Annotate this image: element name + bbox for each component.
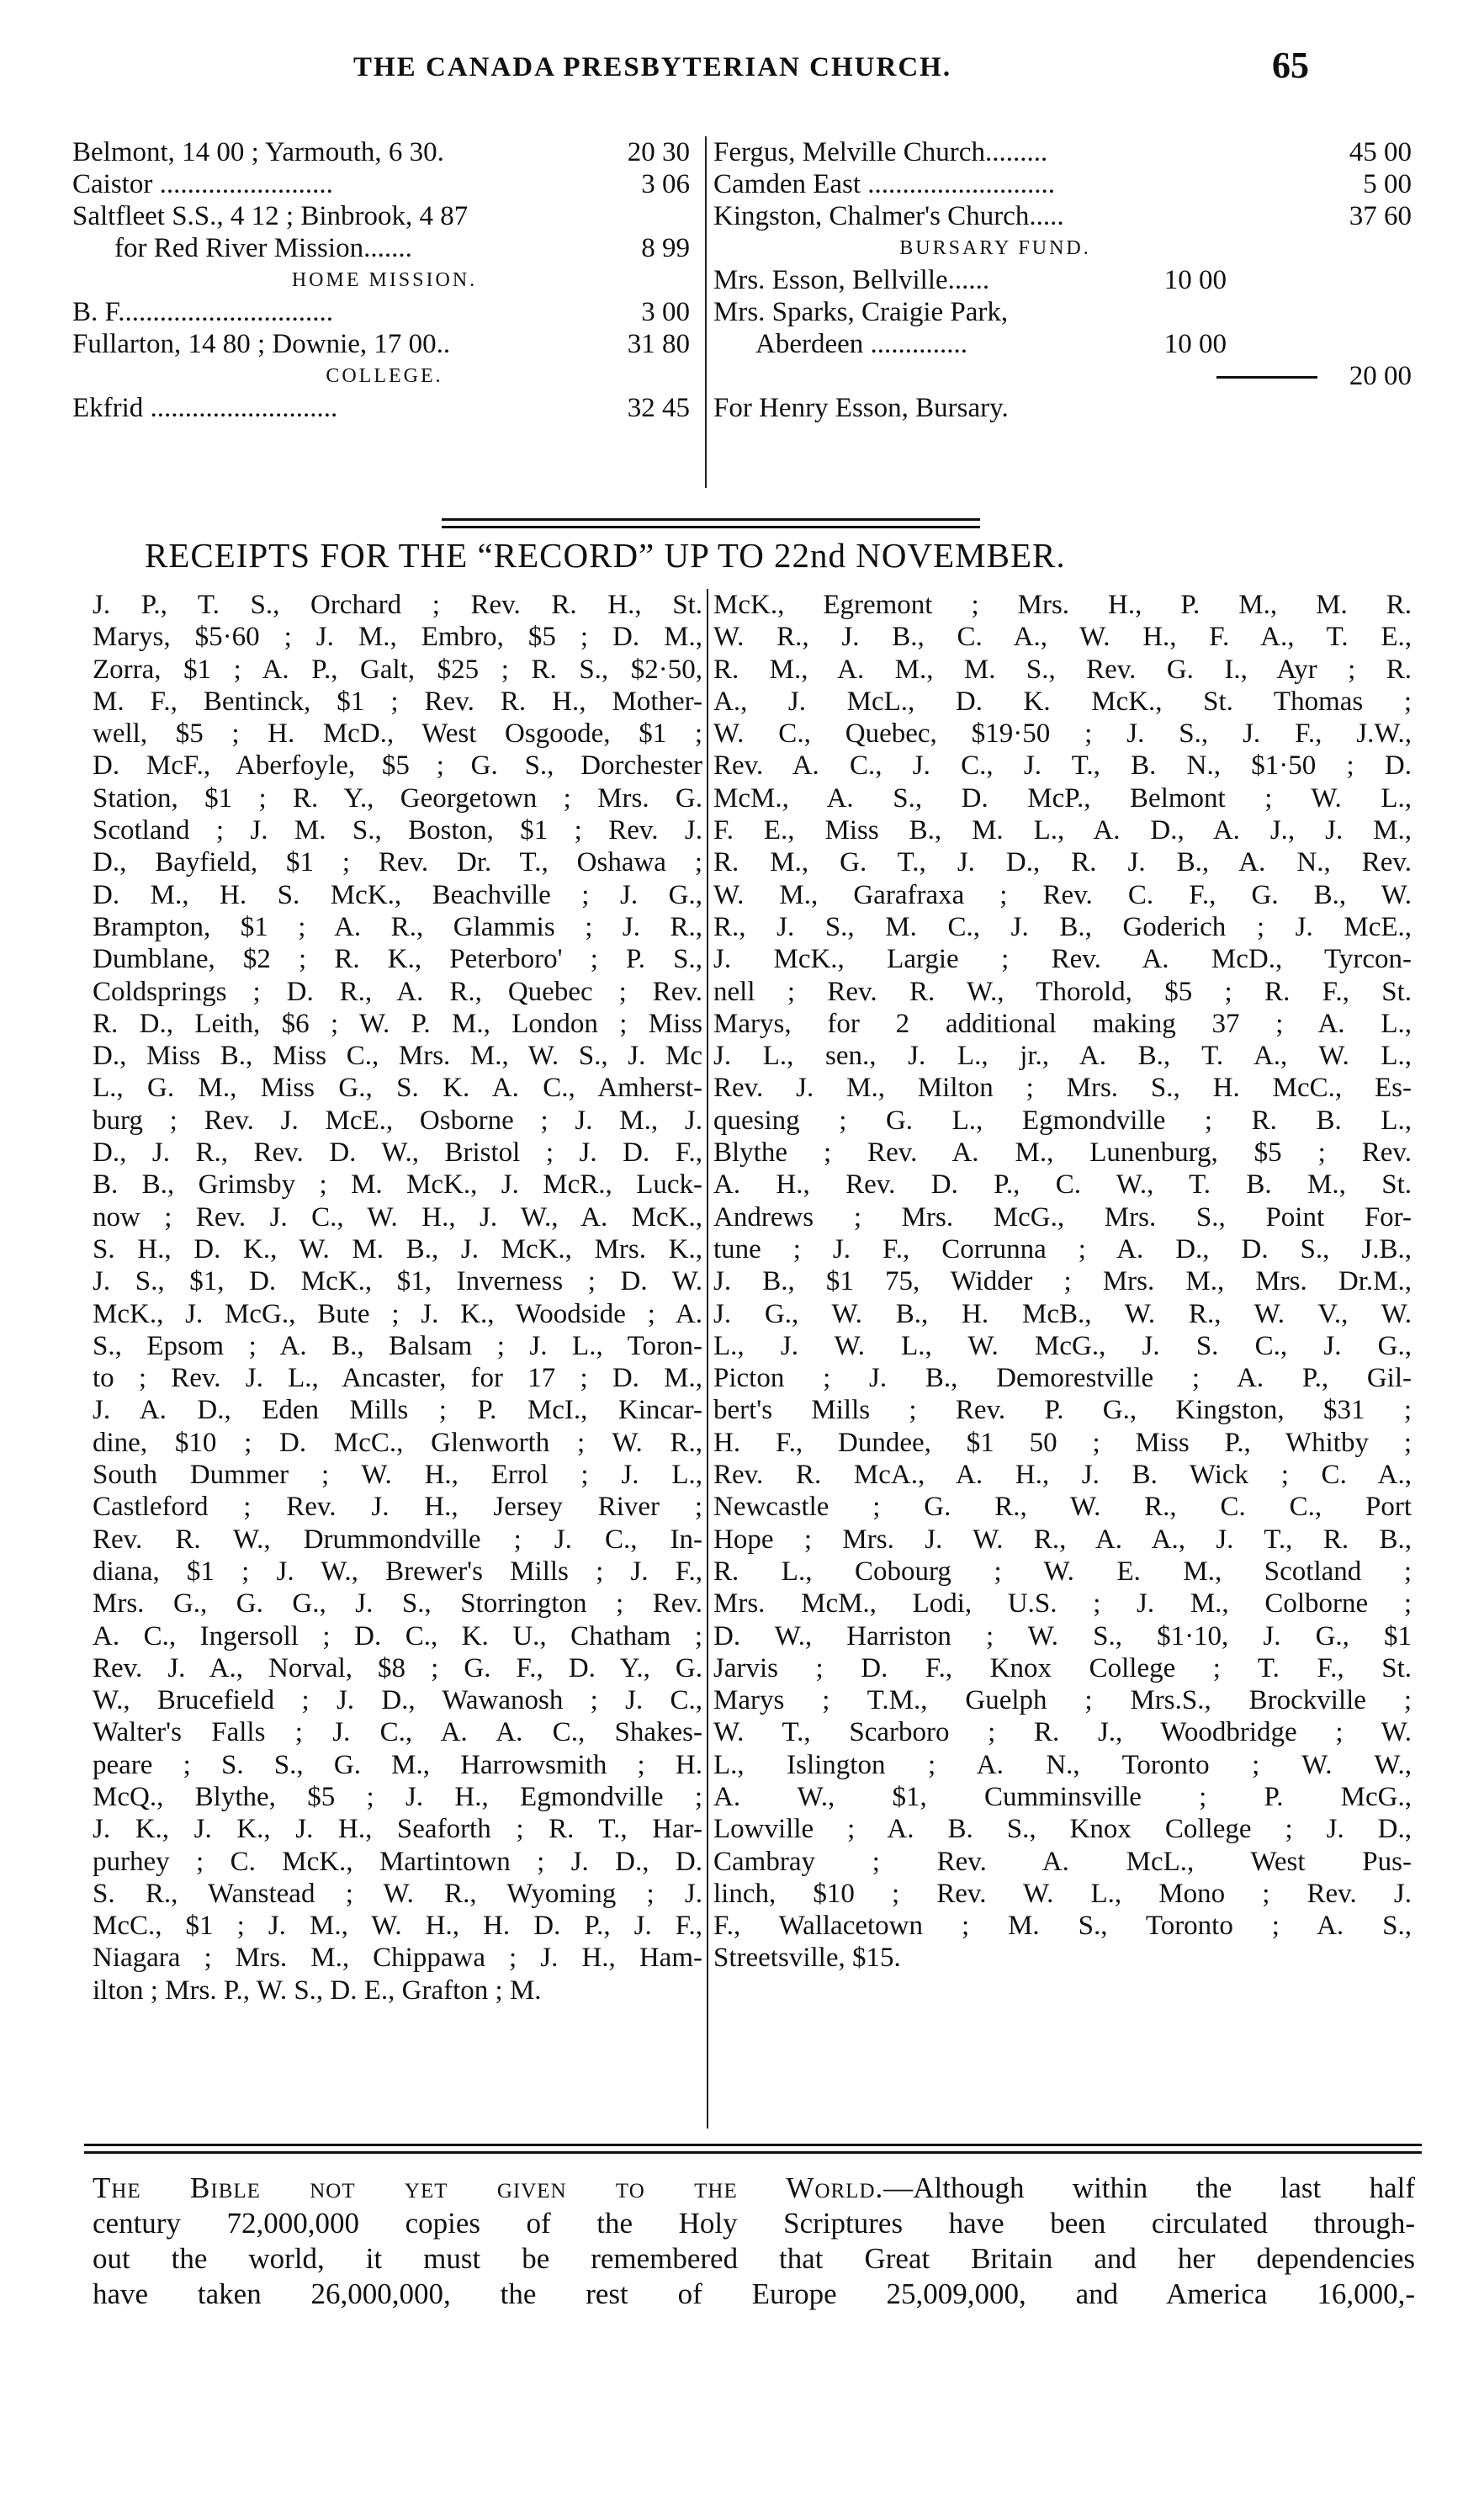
receipt-line: Castleford ; Rev. J. H., Jersey River ; <box>93 1492 702 1523</box>
receipt-line: Marys, $5·60 ; J. M., Embro, $5 ; D. M., <box>93 622 702 653</box>
column-divider <box>705 136 707 488</box>
receipt-line: Cambray ; Rev. A. McL., West Pus- <box>713 1846 1412 1877</box>
receipt-line: Andrews ; Mrs. McG., Mrs. S., Point For- <box>713 1201 1412 1233</box>
account-text: Mrs. Sparks, Craigie Park, <box>713 297 1009 327</box>
receipts-right-column <box>713 589 1412 1975</box>
bible-paragraph <box>93 2171 1415 2312</box>
section-heading-home-mission: HOME MISSION. <box>291 269 478 291</box>
account-text: Ekfrid ........................... <box>72 393 338 423</box>
account-text: Camden East ........................... <box>713 169 1056 199</box>
account-line <box>713 136 1412 168</box>
account-amount: 3 00 <box>641 297 690 327</box>
receipt-line: Jarvis ; D. F., Knox College ; T. F., St. <box>713 1652 1412 1683</box>
account-line <box>713 200 1412 232</box>
receipt-line: purhey ; C. McK., Martintown ; J. D., D. <box>93 1846 702 1877</box>
account-line <box>713 168 1412 200</box>
accounts-right-column <box>713 136 1412 488</box>
receipt-line: well, $5 ; H. McD., West Osgoode, $1 ; <box>93 718 702 750</box>
receipt-line: Lowville ; A. B. S., Knox College ; J. D., <box>713 1814 1412 1845</box>
paragraph-heading: The Bible not yet given to the World. <box>93 2171 884 2204</box>
account-amount: 32 45 <box>627 393 690 423</box>
account-line <box>72 296 697 328</box>
paragraph-line <box>93 2171 1415 2206</box>
bottom-double-rule <box>84 2144 1422 2154</box>
receipt-line: Brampton, $1 ; A. R., Glammis ; J. R., <box>93 911 702 942</box>
receipt-line: Station, $1 ; R. Y., Georgetown ; Mrs. G. <box>93 782 702 814</box>
receipts-column-divider <box>707 589 708 2129</box>
page-number: 65 <box>1272 45 1309 86</box>
receipt-line: J. G., W. B., H. McB., W. R., W. V., W. <box>713 1298 1412 1329</box>
receipt-line: M. F., Bentinck, $1 ; Rev. R. H., Mother- <box>93 686 702 717</box>
account-line <box>713 264 1412 296</box>
receipt-line: R. M., G. T., J. D., R. J. B., A. N., Rev. <box>713 847 1412 878</box>
receipt-line: Streetsville, $15. <box>713 1943 901 1974</box>
receipt-line: J. B., $1 75, Widder ; Mrs. M., Mrs. Dr.M., <box>713 1266 1412 1297</box>
account-text: Caistor ......................... <box>72 169 333 199</box>
receipt-line: Coldsprings ; D. R., A. R., Quebec ; Rev. <box>93 976 702 1007</box>
account-amount: 45 00 <box>1349 137 1412 167</box>
sum-rule <box>1216 376 1317 379</box>
receipt-line: A. C., Ingersoll ; D. C., K. U., Chatham ; <box>93 1620 702 1651</box>
receipt-line: J. S., $1, D. McK., $1, Inverness ; D. W. <box>93 1266 702 1297</box>
accounts-left-column <box>72 136 697 488</box>
receipt-line: Niagara ; Mrs. M., Chippawa ; J. H., Ham- <box>93 1943 702 1974</box>
receipt-line: D., J. R., Rev. D. W., Bristol ; J. D. F., <box>93 1137 702 1169</box>
receipts-title: RECEIPTS FOR THE “RECORD” UP TO 22nd NOVEMBER. <box>145 536 1066 575</box>
receipt-line: Walter's Falls ; J. C., A. A. C., Shakes- <box>93 1717 702 1748</box>
account-text: Fergus, Melville Church......... <box>713 137 1048 167</box>
receipt-line: linch, $10 ; Rev. W. L., Mono ; Rev. J. <box>713 1878 1412 1909</box>
account-text: B. F............................... <box>72 297 333 327</box>
receipt-line: A. W., $1, Cumminsville ; P. McG., <box>713 1781 1412 1812</box>
receipt-line: L., J. W. L., W. McG., J. S. C., J. G., <box>713 1330 1412 1361</box>
receipt-line: D., Miss B., Miss C., Mrs. M., W. S., J. Mc <box>93 1041 702 1072</box>
account-text: Belmont, 14 00 ; Yarmouth, 6 30. <box>72 137 444 167</box>
running-head: THE CANADA PRESBYTERIAN CHURCH. <box>353 52 952 82</box>
receipt-line: South Dummer ; W. H., Errol ; J. L., <box>93 1460 702 1491</box>
receipt-line: R. D., Leith, $6 ; W. P. M., London ; Miss <box>93 1008 702 1039</box>
receipt-line: R. L., Cobourg ; W. E. M., Scotland ; <box>713 1556 1412 1587</box>
account-amount: 3 06 <box>641 169 690 199</box>
section-heading-bursary-fund: BURSARY FUND. <box>899 237 1091 259</box>
section-heading-college: COLLEGE. <box>326 365 443 387</box>
account-amount: 20 30 <box>627 137 690 167</box>
account-amount: 8 99 <box>641 233 690 263</box>
receipt-line: ilton ; Mrs. P., W. S., D. E., Grafton ; M. <box>93 1975 542 2006</box>
receipt-line: S., Epsom ; A. B., Balsam ; J. L., Toron- <box>93 1330 702 1361</box>
receipt-line: Zorra, $1 ; A. P., Galt, $25 ; R. S., $2·50, <box>93 654 702 685</box>
receipt-line: W. M., Garafraxa ; Rev. C. F., G. B., W. <box>713 879 1412 910</box>
account-text: Kingston, Chalmer's Church..... <box>713 201 1064 231</box>
receipt-line: W. C., Quebec, $19·50 ; J. S., J. F., J.W., <box>713 718 1412 750</box>
account-text: Fullarton, 14 80 ; Downie, 17 00.. <box>72 329 451 359</box>
receipt-line: J. K., J. K., J. H., Seaforth ; R. T., Har- <box>93 1814 702 1845</box>
account-line <box>72 232 697 264</box>
receipt-line: R., J. S., M. C., J. B., Goderich ; J. McE., <box>713 911 1412 942</box>
receipt-line: Scotland ; J. M. S., Boston, $1 ; Rev. J. <box>93 815 702 846</box>
account-text: Mrs. Esson, Bellville...... <box>713 265 990 295</box>
section-double-rule <box>442 518 980 528</box>
receipt-line: McK., Egremont ; Mrs. H., P. M., M. R. <box>713 590 1412 620</box>
receipt-line: Rev. J. A., Norval, $8 ; G. F., D. Y., G. <box>93 1652 702 1683</box>
receipt-line: J. P., T. S., Orchard ; Rev. R. H., St. <box>93 590 702 620</box>
receipt-line: Mrs. McM., Lodi, U.S. ; J. M., Colborne ; <box>713 1588 1412 1620</box>
receipt-line: L., G. M., Miss G., S. K. A. C., Amherst- <box>93 1073 702 1104</box>
account-line <box>713 328 1412 360</box>
account-text: For Henry Esson, Bursary. <box>713 393 1009 423</box>
receipt-line: McC., $1 ; J. M., W. H., H. D. P., J. F., <box>93 1911 702 1942</box>
account-line <box>72 328 697 360</box>
receipt-line: D. W., Harriston ; W. S., $1·10, J. G., $1 <box>713 1620 1412 1651</box>
receipt-line: peare ; S. S., G. M., Harrowsmith ; H. <box>93 1749 702 1780</box>
receipt-line: now ; Rev. J. C., W. H., J. W., A. McK., <box>93 1201 702 1233</box>
receipt-line: F. E., Miss B., M. L., A. D., A. J., J. M., <box>713 815 1412 846</box>
account-line <box>713 392 1412 424</box>
receipt-line: Newcastle ; G. R., W. R., C. C., Port <box>713 1492 1412 1523</box>
paragraph-line: out the world, it must be remembered that Great Britain and her dependencies <box>93 2242 1415 2275</box>
account-amount: 10 00 <box>1163 329 1227 359</box>
account-heading-line <box>72 360 697 392</box>
receipt-line: Rev. J. M., Milton ; Mrs. S., H. McC., Es- <box>713 1073 1412 1104</box>
receipt-line: W., Brucefield ; J. D., Wawanosh ; J. C., <box>93 1685 702 1716</box>
receipt-line: D. McF., Aberfoyle, $5 ; G. S., Dorchester <box>93 750 702 782</box>
receipt-line: dine, $10 ; D. McC., Glenworth ; W. R., <box>93 1427 702 1458</box>
receipt-line: Hope ; Mrs. J. W. R., A. A., J. T., R. B., <box>713 1524 1412 1555</box>
receipt-line: McK., J. McG., Bute ; J. K., Woodside ; A. <box>93 1298 702 1329</box>
account-total-amount: 20 00 <box>1349 361 1412 391</box>
account-line <box>72 392 697 424</box>
receipt-line: S. H., D. K., W. M. B., J. McK., Mrs. K., <box>93 1233 702 1264</box>
account-heading-line <box>72 264 697 296</box>
receipt-line: McQ., Blythe, $5 ; J. H., Egmondville ; <box>93 1781 702 1812</box>
paragraph-text: —Although within the last half <box>883 2171 1415 2204</box>
receipts-left-column <box>93 589 702 2007</box>
receipt-line: nell ; Rev. R. W., Thorold, $5 ; R. F., St. <box>713 976 1412 1007</box>
receipt-line: diana, $1 ; J. W., Brewer's Mills ; J. F., <box>93 1556 702 1587</box>
receipt-line: J. McK., Largie ; Rev. A. McD., Tyrcon- <box>713 944 1412 975</box>
receipt-line: Marys, for 2 additional making 37 ; A. L., <box>713 1008 1412 1039</box>
receipt-line: Rev. R. McA., A. H., J. B. Wick ; C. A., <box>713 1460 1412 1491</box>
receipt-line: tune ; J. F., Corrunna ; A. D., D. S., J.B., <box>713 1233 1412 1264</box>
receipt-line: H. F., Dundee, $1 50 ; Miss P., Whitby ; <box>713 1427 1412 1458</box>
receipt-line: Blythe ; Rev. A. M., Lunenburg, $5 ; Rev. <box>713 1137 1412 1169</box>
receipt-line: J. A. D., Eden Mills ; P. McI., Kincar- <box>93 1395 702 1426</box>
account-line <box>72 136 697 168</box>
receipt-line: D., Bayfield, $1 ; Rev. Dr. T., Oshawa ; <box>93 847 702 878</box>
paragraph-line: century 72,000,000 copies of the Holy Scriptures have been circulated through- <box>93 2207 1415 2240</box>
receipt-line: Marys ; T.M., Guelph ; Mrs.S., Brockville ; <box>713 1685 1412 1716</box>
receipt-line: A., J. McL., D. K. McK., St. Thomas ; <box>713 686 1412 717</box>
receipt-line: Picton ; J. B., Demorestville ; A. P., Gil- <box>713 1363 1412 1394</box>
account-text: for Red River Mission....... <box>114 233 412 263</box>
receipt-line: Rev. R. W., Drummondville ; J. C., In- <box>93 1524 702 1555</box>
receipt-line: F., Wallacetown ; M. S., Toronto ; A. S., <box>713 1911 1412 1942</box>
account-text: Saltfleet S.S., 4 12 ; Binbrook, 4 87 <box>72 201 469 231</box>
receipt-line: bert's Mills ; Rev. P. G., Kingston, $31 ; <box>713 1395 1412 1426</box>
receipt-line: J. L., sen., J. L., jr., A. B., T. A., W. L., <box>713 1041 1412 1072</box>
account-line <box>72 168 697 200</box>
account-amount: 31 80 <box>627 329 690 359</box>
receipt-line: S. R., Wanstead ; W. R., Wyoming ; J. <box>93 1878 702 1909</box>
account-line <box>713 296 1412 328</box>
account-total-line <box>713 360 1412 392</box>
receipt-line: quesing ; G. L., Egmondville ; R. B. L., <box>713 1105 1412 1136</box>
account-amount: 10 00 <box>1163 265 1227 295</box>
receipt-line: Dumblane, $2 ; R. K., Peterboro' ; P. S., <box>93 944 702 975</box>
account-heading-line <box>713 232 1412 264</box>
receipt-line: Mrs. G., G. G., J. S., Storrington ; Rev. <box>93 1588 702 1620</box>
receipt-line: to ; Rev. J. L., Ancaster, for 17 ; D. M., <box>93 1363 702 1394</box>
paragraph-line: have taken 26,000,000, the rest of Europe 25,009,000, and America 16,000,- <box>93 2277 1415 2310</box>
account-amount: 5 00 <box>1363 169 1412 199</box>
account-amount: 37 60 <box>1349 201 1412 231</box>
account-line <box>72 200 697 232</box>
receipt-line: burg ; Rev. J. McE., Osborne ; J. M., J. <box>93 1105 702 1136</box>
receipt-line: W. T., Scarboro ; R. J., Woodbridge ; W. <box>713 1717 1412 1748</box>
account-text: Aberdeen .............. <box>755 329 968 359</box>
receipt-line: McM., A. S., D. McP., Belmont ; W. L., <box>713 782 1412 814</box>
receipt-line: W. R., J. B., C. A., W. H., F. A., T. E., <box>713 622 1412 653</box>
receipt-line: D. M., H. S. McK., Beachville ; J. G., <box>93 879 702 910</box>
receipt-line: B. B., Grimsby ; M. McK., J. McR., Luck- <box>93 1169 702 1201</box>
receipt-line: R. M., A. M., M. S., Rev. G. I., Ayr ; R. <box>713 654 1412 685</box>
receipt-line: L., Islington ; A. N., Toronto ; W. W., <box>713 1749 1412 1780</box>
receipt-line: Rev. A. C., J. C., J. T., B. N., $1·50 ; D. <box>713 750 1412 782</box>
receipt-line: A. H., Rev. D. P., C. W., T. B. M., St. <box>713 1169 1412 1201</box>
